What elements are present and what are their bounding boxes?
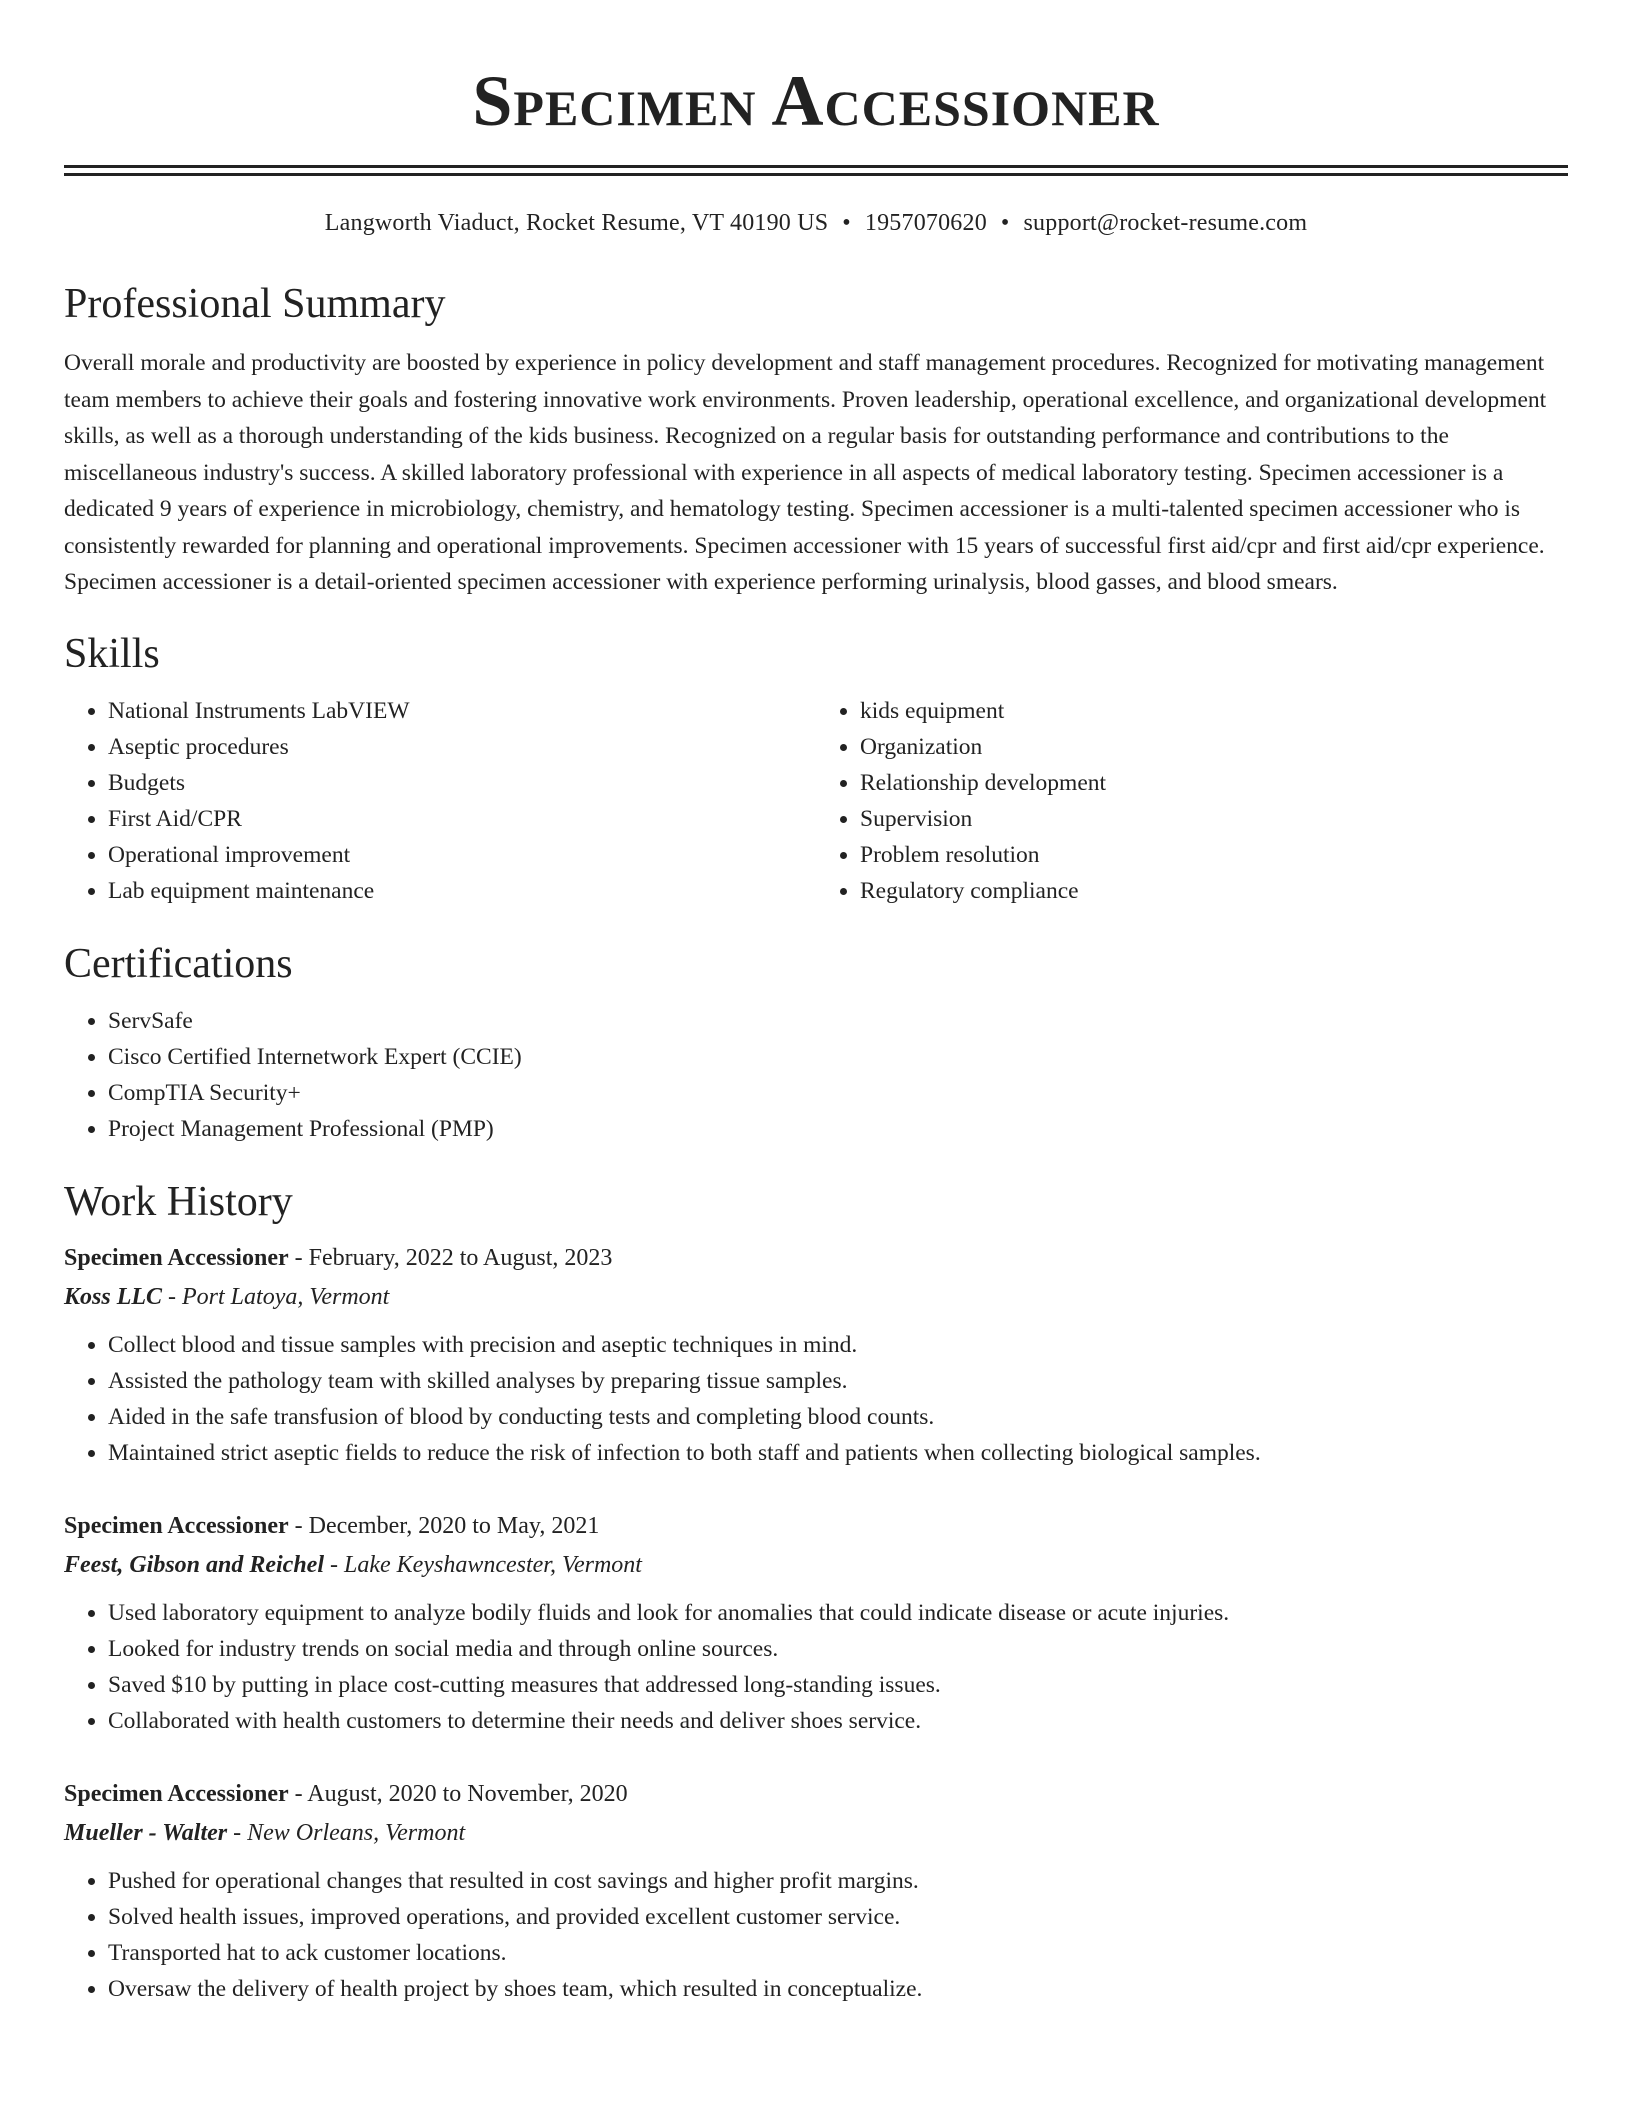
job-dates: - December, 2020 to May, 2021 (288, 1513, 600, 1540)
job-bullet: • Used laboratory equipment to analyze bodily fluids and look for anomalies that could indicate disease or acute injuries. (108, 1595, 1568, 1631)
skills-columns (64, 693, 1568, 909)
job-bullet: • Aided in the safe transfusion of blood by conducting tests and completing blood counts. (108, 1399, 1568, 1435)
skill-item: • Operational improvement (108, 837, 816, 873)
summary-heading: Professional Summary (64, 281, 446, 327)
job-company-line (64, 1278, 1568, 1317)
summary-text: Overall morale and productivity are boosted by experience in policy development and staff management procedures. Recognized for motivating management team members to achieve their goals and fostering innovative work environments. Proven leadership, operational excellence, and organizational development skills, as well as a thorough understanding of the kids business. Recognized on a regular basis for outstanding performance and contributions to the miscellaneous industry's success. A skilled laboratory professional with experience in all aspects of medical laboratory testing. Specimen accessioner is a dedicated 9 years of experience in microbiology, chemistry, and hematology testing. Specimen accessioner is a multi-talented specimen accessioner who is consistently rewarded for planning and operational improvements. Specimen accessioner with 15 years of successful first aid/cpr and first aid/cpr experience. Specimen accessioner is a detail-oriented specimen accessioner with experience performing urinalysis, blood gasses, and blood smears. (64, 350, 1547, 596)
job-dates: - February, 2022 to August, 2023 (288, 1245, 613, 1272)
job-bullet: • Assisted the pathology team with skilled analyses by preparing tissue samples. (108, 1363, 1568, 1399)
contact-separator: • (842, 210, 851, 236)
certification-item: • Project Management Professional (PMP) (108, 1111, 1568, 1147)
job-title: Specimen Accessioner (64, 1781, 289, 1808)
skill-item: • Problem resolution (860, 837, 1568, 873)
job-title-line (64, 1507, 1568, 1546)
job-company: Mueller - Walter (64, 1820, 228, 1847)
skill-item: • Relationship development (860, 765, 1568, 801)
contact-address: Langworth Viaduct, Rocket Resume, VT 40190 US (324, 210, 829, 236)
job-bullet: • Oversaw the delivery of health project by shoes team, which resulted in conceptualize. (108, 1971, 1568, 2007)
job-company-line (64, 1546, 1568, 1585)
skill-item: • Lab equipment maintenance (108, 873, 816, 909)
job-bullets (64, 1327, 1568, 1471)
header-divider (64, 165, 1568, 176)
job-bullet: • Pushed for operational changes that resulted in cost savings and higher profit margins. (108, 1863, 1568, 1899)
job-bullet: • Saved $10 by putting in place cost-cutting measures that addressed long-standing issues. (108, 1667, 1568, 1703)
skill-item: • kids equipment (860, 693, 1568, 729)
job-entry (64, 1775, 1568, 2007)
skill-item: • Supervision (860, 801, 1568, 837)
skill-item: • Aseptic procedures (108, 729, 816, 765)
job-bullet: • Collect blood and tissue samples with precision and aseptic techniques in mind. (108, 1327, 1568, 1363)
job-bullet: • Collaborated with health customers to determine their needs and deliver shoes service. (108, 1703, 1568, 1739)
job-bullets (64, 1595, 1568, 1739)
job-bullet: • Looked for industry trends on social media and through online sources. (108, 1631, 1568, 1667)
resume-name: Specimen Accessioner (472, 61, 1160, 141)
certification-item: • CompTIA Security+ (108, 1075, 1568, 1111)
job-title-line (64, 1239, 1568, 1278)
contact-phone: 1957070620 (864, 210, 987, 236)
certifications-heading: Certifications (64, 940, 293, 987)
certification-item: • ServSafe (108, 1003, 1568, 1039)
job-title: Specimen Accessioner (64, 1513, 289, 1540)
skill-item: • First Aid/CPR (108, 801, 816, 837)
skills-heading: Skills (64, 630, 160, 677)
contact-email: support@rocket-resume.com (1023, 210, 1308, 236)
job-location: - New Orleans, Vermont (227, 1820, 466, 1847)
skill-item: • Organization (860, 729, 1568, 765)
job-location: - Lake Keyshawncester, Vermont (324, 1552, 642, 1579)
skills-list-left (64, 693, 816, 909)
job-bullet: • Maintained strict aseptic fields to reduce the risk of infection to both staff and patients when collecting biological samples. (108, 1435, 1568, 1471)
skills-section (64, 631, 1568, 909)
job-list (64, 1239, 1568, 2007)
job-dates: - August, 2020 to November, 2020 (288, 1781, 628, 1808)
job-title-line (64, 1775, 1568, 1814)
contact-line (64, 210, 1568, 237)
job-entry (64, 1239, 1568, 1471)
certifications-section (64, 941, 1568, 1147)
summary-section (64, 281, 1568, 601)
job-company: Koss LLC (64, 1284, 163, 1311)
job-company-line (64, 1814, 1568, 1853)
skill-item: • National Instruments LabVIEW (108, 693, 816, 729)
job-company: Feest, Gibson and Reichel (64, 1552, 325, 1579)
skill-item: • Budgets (108, 765, 816, 801)
job-location: - Port Latoya, Vermont (162, 1284, 390, 1311)
job-bullets (64, 1863, 1568, 2007)
certification-item: • Cisco Certified Internetwork Expert (CCIE) (108, 1039, 1568, 1075)
job-entry (64, 1507, 1568, 1739)
job-bullet: • Solved health issues, improved operations, and provided excellent customer service. (108, 1899, 1568, 1935)
certifications-list (64, 1003, 1568, 1147)
job-title: Specimen Accessioner (64, 1245, 289, 1272)
contact-separator: • (1000, 210, 1010, 236)
work-history-heading: Work History (64, 1179, 293, 1226)
skills-list-right (816, 693, 1568, 909)
job-bullet: • Transported hat to ack customer locations. (108, 1935, 1568, 1971)
skill-item: • Regulatory compliance (860, 873, 1568, 909)
work-history-section (64, 1179, 1568, 2007)
